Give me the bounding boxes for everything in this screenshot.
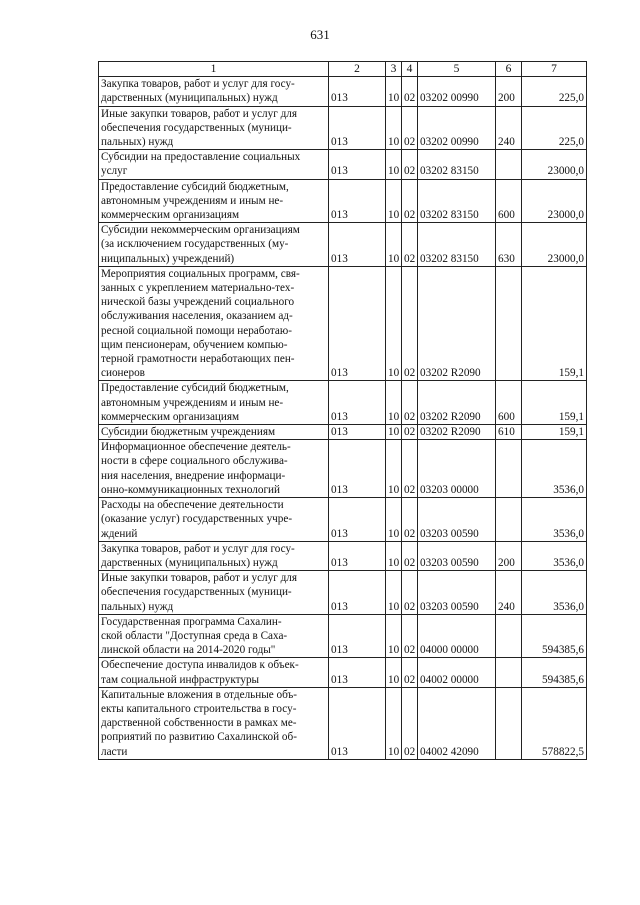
table-row — [99, 106, 587, 150]
section-cell: 10 — [386, 658, 402, 687]
expense-type-cell: 610 — [496, 425, 522, 440]
item-name-line: Информационное обеспечение деятель- — [101, 441, 291, 454]
header-row — [99, 62, 587, 77]
item-name-line: сионеров — [101, 367, 145, 380]
amount-cell: 594385,6 — [522, 658, 587, 687]
expense-type-cell: 240 — [496, 571, 522, 615]
table-row — [99, 179, 587, 223]
item-name-line: дарственных (муниципальных) нужд — [101, 556, 278, 569]
admin-code-cell: 013 — [329, 381, 386, 425]
item-name-line: терной грамотности неработающих пен- — [101, 353, 295, 366]
item-name-line: пальных) нужд — [101, 136, 174, 149]
column-header: 7 — [522, 62, 587, 77]
subsection-cell: 02 — [402, 614, 418, 658]
subsection-cell: 02 — [402, 266, 418, 381]
amount-cell: 3536,0 — [522, 571, 587, 615]
section-cell: 10 — [386, 150, 402, 179]
item-name-line: Субсидии некоммерческим организациям — [101, 224, 300, 237]
item-name-line: обеспечения государственных (муници- — [101, 586, 292, 599]
column-header: 4 — [402, 62, 418, 77]
item-name-line: ресной социальной помощи неработаю- — [101, 324, 292, 337]
item-name-line: Предоставление субсидий бюджетным, — [101, 180, 289, 193]
item-name-cell — [99, 77, 329, 106]
item-name-cell — [99, 223, 329, 267]
expense-type-cell: 600 — [496, 381, 522, 425]
admin-code-cell: 013 — [329, 223, 386, 267]
amount-cell: 159,1 — [522, 425, 587, 440]
expense-type-cell — [496, 687, 522, 759]
target-code-cell: 04002 42090 — [418, 687, 496, 759]
section-cell: 10 — [386, 266, 402, 381]
item-name-line: Мероприятия социальных программ, свя- — [101, 267, 300, 280]
item-name-line: Закупка товаров, работ и услуг для госу- — [101, 542, 295, 555]
item-name-line: щим пенсионерам, обучением компью- — [101, 338, 288, 351]
subsection-cell: 02 — [402, 106, 418, 150]
expense-type-cell — [496, 658, 522, 687]
amount-cell: 159,1 — [522, 381, 587, 425]
amount-cell: 3536,0 — [522, 498, 587, 542]
expense-type-cell: 240 — [496, 106, 522, 150]
expense-type-cell — [496, 440, 522, 498]
item-name-line: ния населения, внедрение информаци- — [101, 469, 286, 482]
item-name-line: Иные закупки товаров, работ и услуг для — [101, 572, 298, 585]
item-name-line: Предоставление субсидий бюджетным, — [101, 382, 289, 395]
item-name-cell — [99, 440, 329, 498]
column-header: 5 — [418, 62, 496, 77]
amount-cell: 225,0 — [522, 106, 587, 150]
subsection-cell: 02 — [402, 77, 418, 106]
budget-table — [98, 61, 587, 760]
item-name-line: ласти — [101, 745, 128, 758]
target-code-cell: 03203 00590 — [418, 541, 496, 570]
admin-code-cell: 013 — [329, 614, 386, 658]
target-code-cell: 03202 83150 — [418, 223, 496, 267]
subsection-cell: 02 — [402, 425, 418, 440]
admin-code-cell: 013 — [329, 571, 386, 615]
item-name-line: роприятий по развитию Сахалинской об- — [101, 731, 297, 744]
item-name-cell — [99, 106, 329, 150]
amount-cell: 594385,6 — [522, 614, 587, 658]
admin-code-cell: 013 — [329, 687, 386, 759]
item-name-line: Субсидии бюджетным учреждениям — [101, 426, 276, 439]
item-name-line: услуг — [101, 165, 128, 178]
admin-code-cell: 013 — [329, 425, 386, 440]
section-cell: 10 — [386, 614, 402, 658]
item-name-line: ждений — [101, 527, 138, 540]
target-code-cell: 03203 00000 — [418, 440, 496, 498]
section-cell: 10 — [386, 571, 402, 615]
target-code-cell: 04000 00000 — [418, 614, 496, 658]
item-name-cell — [99, 150, 329, 179]
expense-type-cell — [496, 150, 522, 179]
target-code-cell: 04002 00000 — [418, 658, 496, 687]
item-name-line: Расходы на обеспечение деятельности — [101, 499, 284, 512]
target-code-cell: 03202 R2090 — [418, 381, 496, 425]
target-code-cell: 03202 R2090 — [418, 266, 496, 381]
item-name-line: обеспечения государственных (муници- — [101, 121, 292, 134]
item-name-cell — [99, 425, 329, 440]
amount-cell: 159,1 — [522, 266, 587, 381]
item-name-line: автономным учреждениям и иным не- — [101, 396, 284, 409]
item-name-line: автономным учреждениям и иным не- — [101, 194, 284, 207]
target-code-cell: 03202 83150 — [418, 150, 496, 179]
item-name-cell — [99, 179, 329, 223]
item-name-line: ности в сфере социального обслужива- — [101, 455, 288, 468]
section-cell: 10 — [386, 687, 402, 759]
target-code-cell: 03202 00990 — [418, 106, 496, 150]
subsection-cell: 02 — [402, 541, 418, 570]
item-name-line: Государственная программа Сахалин- — [101, 615, 282, 628]
admin-code-cell: 013 — [329, 658, 386, 687]
admin-code-cell: 013 — [329, 266, 386, 381]
section-cell: 10 — [386, 179, 402, 223]
item-name-line: обслуживания населения, оказанием ад- — [101, 310, 293, 323]
expense-type-cell — [496, 614, 522, 658]
item-name-line: дарственной собственности в рамках ме- — [101, 717, 297, 730]
column-header: 3 — [386, 62, 402, 77]
section-cell: 10 — [386, 440, 402, 498]
subsection-cell: 02 — [402, 571, 418, 615]
item-name-cell — [99, 266, 329, 381]
item-name-cell — [99, 614, 329, 658]
item-name-line: занных с укреплением материально-тех- — [101, 282, 295, 295]
table-row — [99, 498, 587, 542]
amount-cell: 23000,0 — [522, 179, 587, 223]
admin-code-cell: 013 — [329, 440, 386, 498]
expense-type-cell — [496, 498, 522, 542]
amount-cell: 578822,5 — [522, 687, 587, 759]
subsection-cell: 02 — [402, 381, 418, 425]
section-cell: 10 — [386, 106, 402, 150]
admin-code-cell: 013 — [329, 541, 386, 570]
item-name-line: линской области на 2014-2020 годы" — [101, 644, 276, 657]
target-code-cell: 03202 R2090 — [418, 425, 496, 440]
item-name-line: нической базы учреждений социального — [101, 296, 295, 309]
table-row — [99, 425, 587, 440]
table-row — [99, 223, 587, 267]
target-code-cell: 03202 83150 — [418, 179, 496, 223]
section-cell: 10 — [386, 498, 402, 542]
table-row — [99, 658, 587, 687]
table-row — [99, 266, 587, 381]
amount-cell: 3536,0 — [522, 541, 587, 570]
column-header: 6 — [496, 62, 522, 77]
amount-cell: 3536,0 — [522, 440, 587, 498]
expense-type-cell — [496, 266, 522, 381]
amount-cell: 23000,0 — [522, 150, 587, 179]
subsection-cell: 02 — [402, 179, 418, 223]
item-name-line: там социальной инфраструктуры — [101, 673, 260, 686]
admin-code-cell: 013 — [329, 179, 386, 223]
item-name-line: ской области "Доступная среда в Саха- — [101, 629, 288, 642]
table-row — [99, 77, 587, 106]
item-name-cell — [99, 381, 329, 425]
item-name-cell — [99, 571, 329, 615]
expense-type-cell: 630 — [496, 223, 522, 267]
item-name-cell — [99, 687, 329, 759]
item-name-line: Капитальные вложения в отдельные объ- — [101, 688, 298, 701]
admin-code-cell: 013 — [329, 77, 386, 106]
section-cell: 10 — [386, 223, 402, 267]
column-header: 1 — [99, 62, 329, 77]
target-code-cell: 03203 00590 — [418, 571, 496, 615]
subsection-cell: 02 — [402, 498, 418, 542]
section-cell: 10 — [386, 381, 402, 425]
item-name-line: коммерческим организациям — [101, 209, 240, 222]
admin-code-cell: 013 — [329, 106, 386, 150]
item-name-line: пальных) нужд — [101, 600, 174, 613]
item-name-line: екты капитального строительства в госу- — [101, 702, 297, 715]
expense-type-cell: 200 — [496, 541, 522, 570]
target-code-cell: 03202 00990 — [418, 77, 496, 106]
table-row — [99, 150, 587, 179]
expense-type-cell: 200 — [496, 77, 522, 106]
expense-type-cell: 600 — [496, 179, 522, 223]
item-name-line: Субсидии на предоставление социальных — [101, 151, 301, 164]
table-row — [99, 381, 587, 425]
table-row — [99, 440, 587, 498]
subsection-cell: 02 — [402, 440, 418, 498]
admin-code-cell: 013 — [329, 150, 386, 179]
item-name-line: Закупка товаров, работ и услуг для госу- — [101, 78, 295, 91]
item-name-line: онно-коммуникационных технологий — [101, 483, 281, 496]
item-name-cell — [99, 498, 329, 542]
subsection-cell: 02 — [402, 223, 418, 267]
section-cell: 10 — [386, 425, 402, 440]
item-name-cell — [99, 658, 329, 687]
page-number: 631 — [310, 27, 330, 42]
item-name-line: коммерческим организациям — [101, 410, 240, 423]
item-name-cell — [99, 541, 329, 570]
section-cell: 10 — [386, 541, 402, 570]
subsection-cell: 02 — [402, 150, 418, 179]
table-row — [99, 541, 587, 570]
table-row — [99, 614, 587, 658]
item-name-line: дарственных (муниципальных) нужд — [101, 92, 278, 105]
target-code-cell: 03203 00590 — [418, 498, 496, 542]
amount-cell: 23000,0 — [522, 223, 587, 267]
subsection-cell: 02 — [402, 658, 418, 687]
admin-code-cell: 013 — [329, 498, 386, 542]
item-name-line: (за исключением государственных (му- — [101, 238, 289, 251]
item-name-line: (оказание услуг) государственных учре- — [101, 513, 293, 526]
amount-cell: 225,0 — [522, 77, 587, 106]
item-name-line: Иные закупки товаров, работ и услуг для — [101, 107, 298, 120]
table-row — [99, 687, 587, 759]
item-name-line: ниципальных) учреждений) — [101, 252, 235, 265]
section-cell: 10 — [386, 77, 402, 106]
item-name-line: Обеспечение доступа инвалидов к объек- — [101, 659, 299, 672]
table-row — [99, 571, 587, 615]
subsection-cell: 02 — [402, 687, 418, 759]
column-header: 2 — [329, 62, 386, 77]
